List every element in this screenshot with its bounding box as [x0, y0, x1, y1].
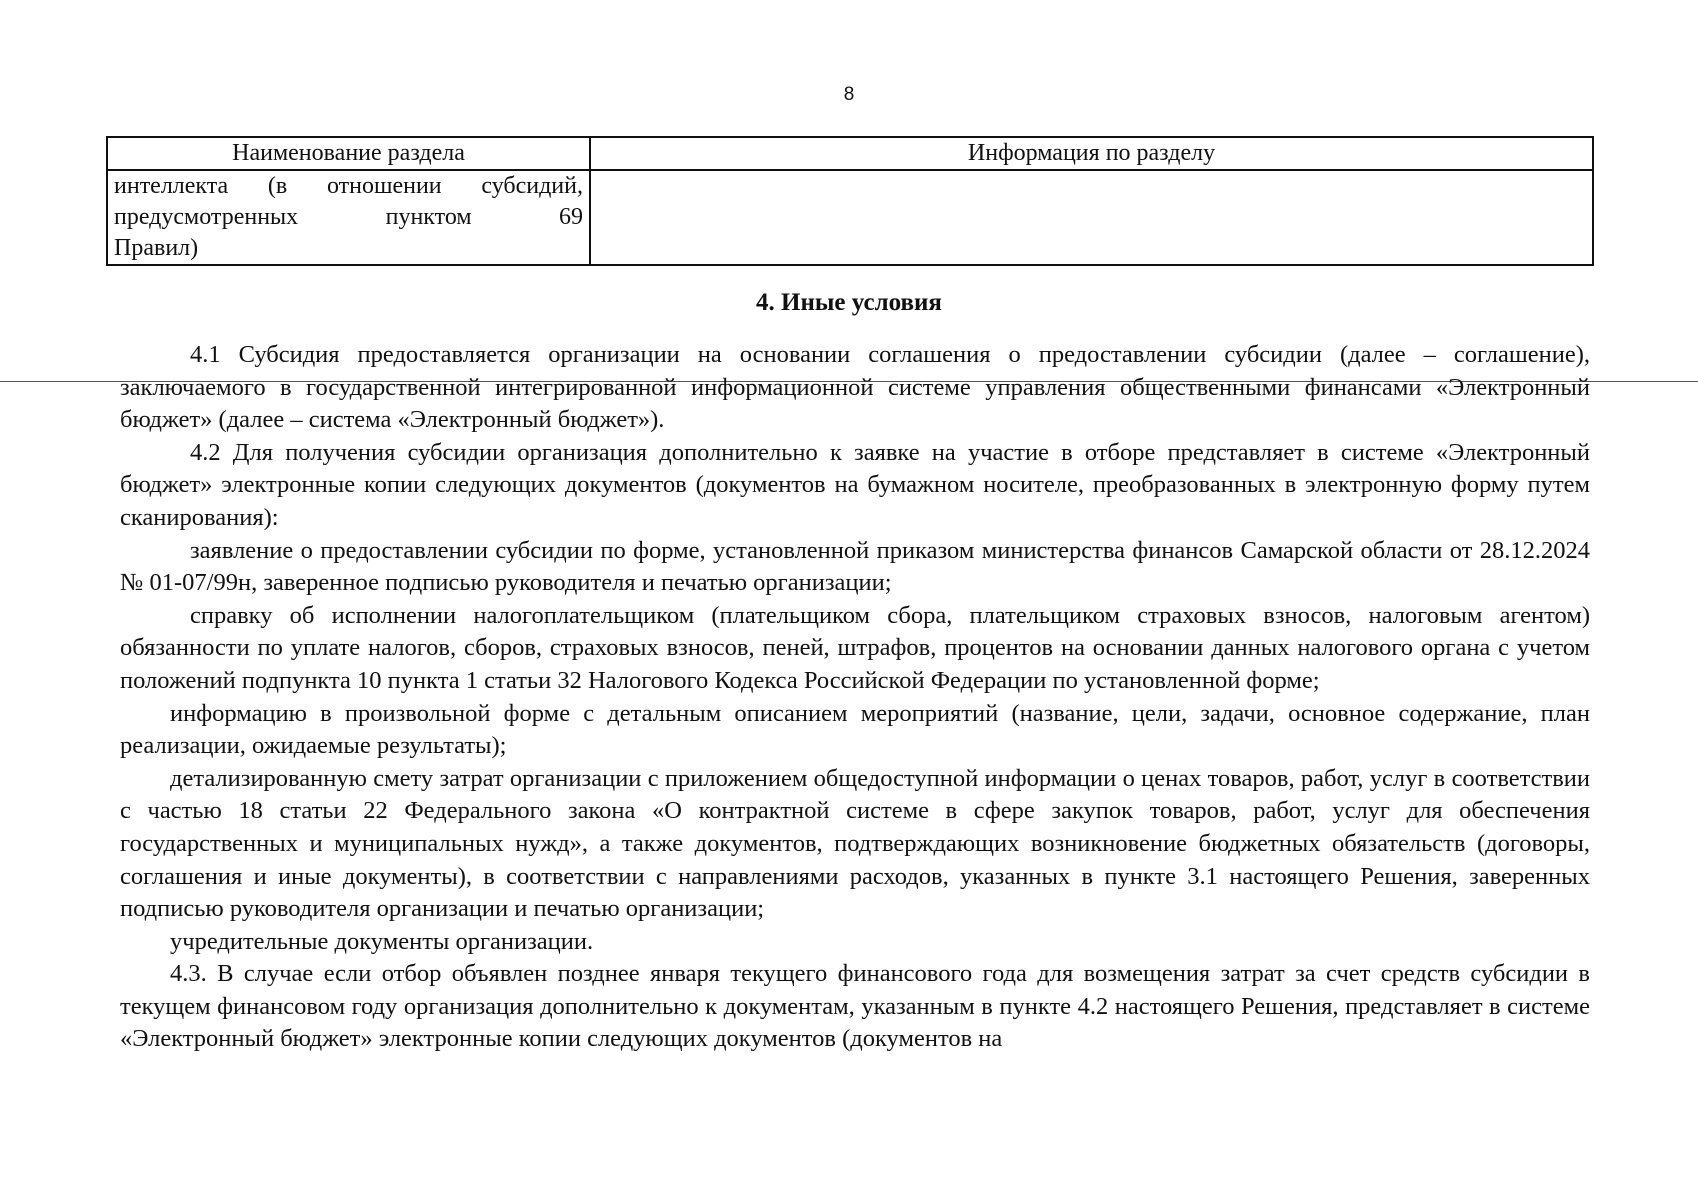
section-name-cell [107, 170, 590, 265]
column-header-section-name: Наименование раздела [107, 137, 590, 170]
page-number: 8 [843, 84, 855, 105]
table-row [107, 170, 1593, 265]
paragraph-4-2: 4.2 Для получения субсидии организация дополнительно к заявке на участие в отборе представляет в системе «Электронный бюджет» электронные копии следующих документов (документов на бумажном носителе, преобразованных в электронную форму путем сканирования): [120, 438, 1590, 531]
section-heading: 4. Иные условия [756, 289, 942, 316]
section-info-table [106, 136, 1594, 266]
column-header-section-info: Информация по разделу [590, 137, 1593, 170]
paragraph-4-1: 4.1 Субсидия предоставляется организации на основании соглашения о предоставлении субсидии (далее – соглашение), заключаемого в государственной интегрированной информационной системе управления общественными финансами «Электронный бюджет» (далее – система «Электронный бюджет»). [120, 341, 1590, 434]
paragraph-4-3: 4.3. В случае если отбор объявлен позднее января текущего финансового года для возмещения затрат за счет средств субсидии в текущем финансовом году организация дополнительно к документам, указанным в пункте 4.2 настоящего Решения, представляет в системе «Электронный бюджет» электронные копии следующих документов (документов на [120, 960, 1590, 1053]
list-item-activities-info: информацию в произвольной форме с детальным описанием мероприятий (название, цели, задачи, основное содержание, план реализации, ожидаемые результаты); [120, 699, 1590, 760]
list-item-tax-certificate: справку об исполнении налогоплательщиком (плательщиком сбора, плательщиком страховых взносов, налоговым агентом) обязанности по уплате налогов, сборов, страховых взносов, пеней, штрафов, процентов на основании данных налогового органа с учетом положений подпункта 10 пункта 1 статьи 32 Налогового Кодекса Российской Федерации по установленной форме; [120, 601, 1590, 694]
section-info-cell [590, 170, 1593, 265]
section-name-line: интеллекта (в отношении субсидий, [114, 173, 583, 199]
section-name-line: предусмотренных пунктом 69 [114, 204, 583, 230]
list-item-cost-estimate: детализированную смету затрат организации с приложением общедоступной информации о ценах товаров, работ, услуг в соответствии с частью 18 статьи 22 Федерального закона «О контрактной системе в сфере закупок товаров, работ, услуг для обеспечения государственных и муниципальных нужд», а также документов, подтверждающих возникновение бюджетных обязательств (договоры, соглашения и иные документы), в соответствии с направлениями расходов, указанных в пункте 3.1 настоящего Решения, заверенных подписью руководителя организации и печатью организации; [120, 764, 1590, 923]
section-body [120, 339, 1590, 1056]
list-item-application: заявление о предоставлении субсидии по форме, установленной приказом министерства финансов Самарской области от 28.12.2024 № 01-07/99н, заверенное подписью руководителя и печатью организации; [120, 536, 1590, 597]
section-name-line: Правил) [114, 235, 199, 261]
table-header-row [107, 137, 1593, 170]
list-item-founding-documents: учредительные документы организации. [170, 927, 594, 955]
